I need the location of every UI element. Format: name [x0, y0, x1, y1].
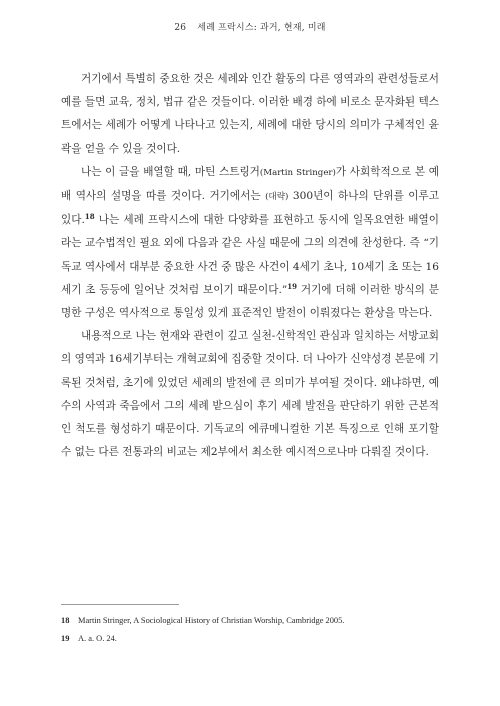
footnote-number: 18 — [61, 616, 70, 625]
paragraph-2-text-d: 나는 세례 프락시스에 대한 다양화를 표현하고 동시에 일목요연한 배열이라는 교수법적인 필요 외에 다음과 같은 사실 때문에 그의 의견에 찬성한다. 즉 “기독교 역사에서 대부분 중요한 사건 중 많은 사건이 4세기 초나, 10세기 초 또는 16세기 초 등등에 일어난 것처럼 보이기 때문이다.” — [61, 214, 439, 296]
paragraph-1: 거기에서 특별히 중요한 것은 세례와 인간 활동의 다른 영역과의 관련성들로서 예를 들면 교육, 정치, 법규 같은 것들이다. 이러한 배경 하에 비로소 문자화된 텍스트에서는 세례가 어떻게 나타나고 있는지, 세례에 대한 당시의 의미가 구체적인 윤곽을 얻을 수 있을 것이다. — [61, 73, 439, 155]
footnotes — [61, 612, 461, 648]
footnote-number: 19 — [61, 634, 70, 643]
paragraph-2-text-e: 거기에 더해 이러한 방식의 분명한 구성은 역사적으로 통일성 있게 표준적인 발전이 이뤄졌다는 환상을 막는다. — [61, 283, 439, 320]
footnote-text: Martin Stringer, A Sociological History of Christian Worship, Cambridge 2005. — [78, 616, 345, 625]
footnote-ref-18[interactable]: 18 — [84, 212, 95, 222]
paragraph-2 — [61, 161, 439, 325]
paragraph-2-text-b: 가 사회학적으로 본 예배 역사의 설명을 따를 것이다. 거기에서는 — [61, 165, 439, 203]
paragraph-3: 내용적으로 나는 현재와 관련이 깊고 실천-신학적인 관심과 일치하는 서방교회의 영역과 16세기부터는 개혁교회에 집중할 것이다. 더 나아가 신약성경 본문에 기록된 것처럼, 초기에 있었던 세례의 발전에 큰 의미가 부여될 것이다. 왜냐하면, 예수의 사역과 죽음에서 그의 세례 받으심이 후기 세례 발전을 판단하기 위한 근본적인 척도를 형성하기 때문이다. 기독교의 에큐메니컬한 기본 특징으로 인해 포기할 수 없는 다른 전통과의 비교는 제2부에서 최소한 예시적으로나마 다뤄질 것이다. — [61, 330, 439, 459]
running-title: 세례 프락시스: 과거, 현재, 미래 — [197, 23, 326, 33]
running-header — [0, 20, 500, 33]
footnote-text: A. a. O. 24. — [78, 634, 117, 643]
footnote-18 — [61, 612, 461, 630]
page-number: 26 — [174, 23, 187, 33]
approx-note: (대략) — [265, 192, 289, 203]
paragraph-2-text-a: 나는 이 글을 배열할 때, 마틴 스트링거 — [81, 165, 260, 178]
footnote-divider — [61, 604, 179, 605]
main-text — [61, 68, 439, 464]
paragraph-2-text-c: 300년이 하나의 단위를 이루고 있다. — [61, 190, 439, 227]
author-name-original: (Martin Stringer) — [259, 167, 336, 178]
footnote-ref-19[interactable]: 19 — [287, 281, 297, 291]
footnote-19 — [61, 630, 461, 648]
